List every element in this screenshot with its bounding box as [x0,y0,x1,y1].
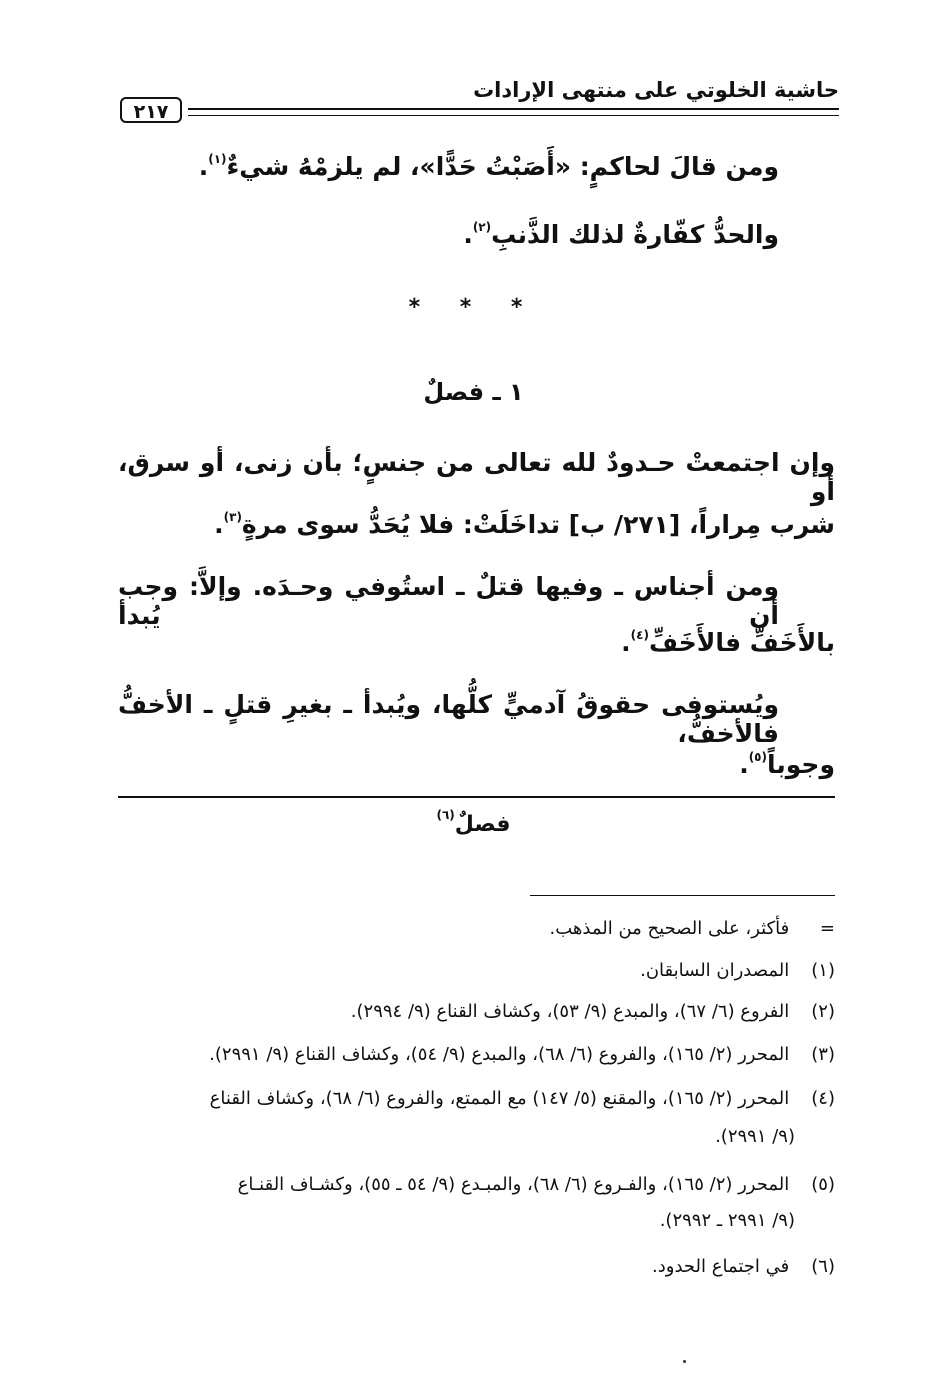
footnote-separator [530,895,835,896]
paragraph-2-line-2 [621,628,835,657]
text-line-2 [463,220,779,249]
footnote-ref-1[interactable]: (١) [208,152,227,166]
p2-end: . [621,628,631,657]
footnote-2 [351,1001,835,1022]
continuation-text: فأكثر، على الصحيح من المذهب. [549,918,790,939]
line1-end: . [198,152,209,181]
footnote-continuation [550,918,836,939]
p1-line2-text: شرب مِراراً، [٢٧١/ ب] تداخَلَتْ: فلا يُحَدُّ سوى مرةٍ [241,510,835,539]
line2-end: . [463,220,473,249]
paragraph-3-line-2 [739,750,835,779]
line1-text: ومن قالَ لحاكمٍ: «أَصَبْتُ حَدًّا»، لم يلزمْهُ شيءٌ [226,152,779,181]
footnote-text: المحرر (٢/ ١٦٥)، والمقنع (٥/ ١٤٧) مع الممتع، والفروع (٦/ ٦٨)، وكشاف القناع [209,1088,790,1109]
footnote-text: في اجتماع الحدود. [652,1256,790,1277]
text-line-1 [199,152,779,181]
section-separator: * * * [408,295,539,320]
footnote-number: (٥) [811,1174,835,1195]
print-speck [683,1360,686,1363]
footnote-5-continuation: (٩/ ٢٩٩١ ـ ٢٩٩٢). [659,1210,795,1231]
footnote-4 [210,1088,835,1109]
footnote-text: المصدران السابقان. [640,960,790,981]
footnote-4-continuation: (٩/ ٢٩٩١). [715,1126,795,1147]
running-title: حاشية الخلوتي على منتهى الإرادات [473,78,839,102]
header-rule [188,108,839,116]
footnote-number: (٣) [811,1044,835,1065]
paragraph-2-line-1: ومن أجناس ـ وفيها قتلٌ ـ استُوفي وحـدَه. وإلاَّ: وجب أن يُبدأ [118,572,779,630]
footnote-ref-6[interactable]: (٦) [436,808,455,822]
main-text-rule [118,796,835,798]
p2-line2-text: بالأَخَفِّ فالأَخَفِّ [648,628,835,657]
footnote-text: الفروع (٦/ ٦٧)، والمبدع (٩/ ٥٣)، وكشاف القناع (٩/ ٢٩٩٤). [350,1001,790,1022]
paragraph-1-line-2 [214,510,835,539]
footnote-number: (٦) [811,1256,835,1277]
footnote-1 [640,960,835,981]
footnote-number: (١) [811,960,835,981]
footnote-number: (٤) [811,1088,835,1109]
footnote-ref-4[interactable]: (٤) [630,628,649,642]
footnote-ref-2[interactable]: (٢) [472,220,492,234]
footnote-text: المحرر (٢/ ١٦٥)، والفروع (٦/ ٦٨)، والمبدع (٩/ ٥٤)، وكشاف القناع (٩/ ٢٩٩١). [209,1044,790,1065]
footnote-number: (٢) [811,1001,835,1022]
line2-text: والحدُّ كفّارةٌ لذلك الذَّنبِ [491,220,779,249]
footnote-3 [209,1044,835,1065]
paragraph-1-line-1: وإن اجتمعتْ حـدودٌ لله تعالى من جنسٍ؛ بأن زنى، أو سرق، أو [118,448,835,506]
footnote-text: المحرر (٢/ ١٦٥)، والفـروع (٦/ ٦٨)، والمبـدع (٩/ ٥٤ ـ ٥٥)، وكشـاف القنـاع [237,1174,790,1195]
footnote-5 [238,1174,835,1195]
section-heading: ١ ـ فصلٌ [423,378,524,406]
footnote-ref-3[interactable]: (٣) [223,510,242,524]
page-number: ٢١٧ [120,97,182,123]
p3-line2-text: وجوباً [766,750,835,779]
paragraph-3-line-1: ويُستوفى حقوقُ آدميٍّ كلُّها، ويُبدأ ـ بغيرِ قتلٍ ـ الأخفُّ فالأخفُّ، [118,690,779,748]
p3-end: . [739,750,749,779]
next-heading-text: فصلٌ [454,812,511,837]
continuation-mark: = [819,918,835,939]
next-section-heading [0,808,947,837]
p1-end: . [214,510,224,539]
footnote-ref-5[interactable]: (٥) [748,750,767,764]
footnote-6 [652,1256,835,1277]
